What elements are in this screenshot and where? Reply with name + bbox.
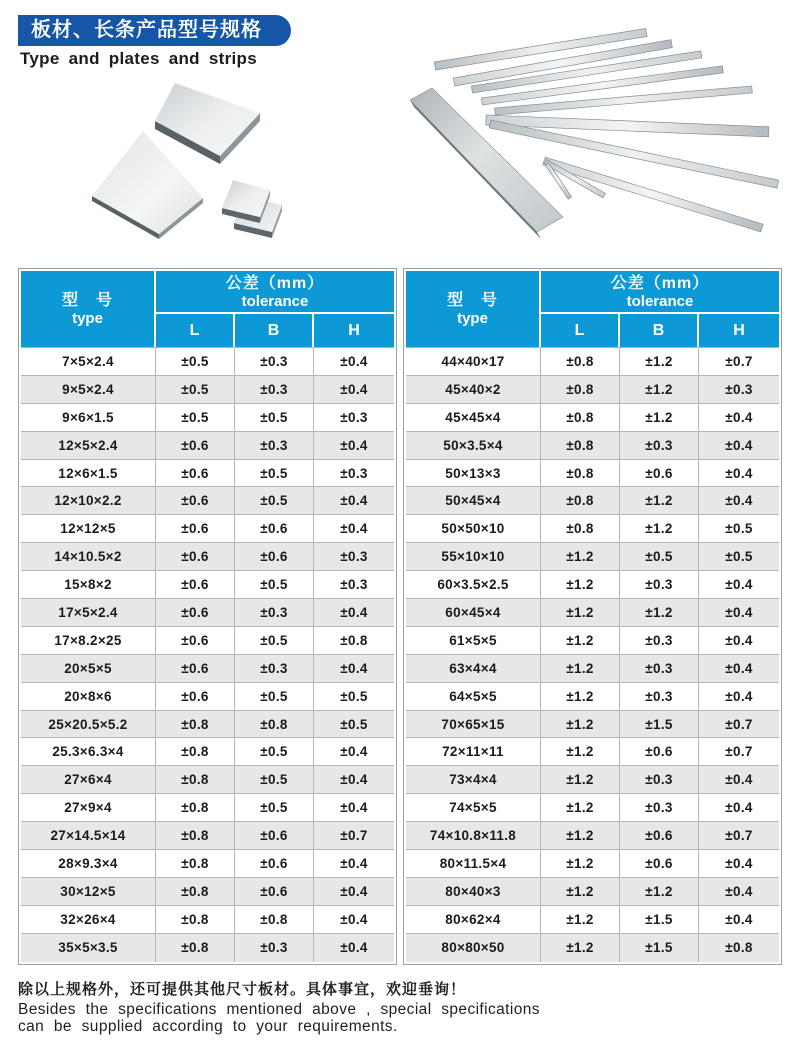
tolerance-cell: ±0.4 (340, 855, 368, 871)
header-tolerance (156, 271, 394, 314)
tolerance-cell: ±0.4 (340, 940, 368, 956)
table-body (406, 347, 779, 962)
tolerance-cell: ±0.8 (235, 711, 314, 738)
tolerance-cell: ±0.7 (725, 353, 753, 369)
table-row (21, 515, 394, 543)
table-row (21, 683, 394, 711)
tolerance-cell: ±1.5 (620, 934, 699, 962)
table-row (21, 599, 394, 627)
tolerance-cell: ±0.4 (340, 744, 368, 760)
tolerance-cell: ±0.3 (235, 432, 314, 459)
tolerance-cell: ±1.5 (620, 711, 699, 738)
tolerance-cell: ±0.5 (235, 460, 314, 487)
table-row (21, 543, 394, 571)
table-row (406, 878, 779, 906)
tolerance-cell: ±1.2 (620, 348, 699, 375)
table-row (21, 348, 394, 376)
type-cell: 80×11.5×4 (406, 850, 541, 877)
header-col-b: B (235, 314, 314, 347)
spec-table-left (18, 268, 397, 965)
table-row (406, 906, 779, 934)
tolerance-cell: ±0.4 (725, 632, 753, 648)
header-type-en: type (72, 310, 103, 327)
tolerance-cell: ±0.4 (340, 604, 368, 620)
tolerance-cell: ±0.3 (620, 766, 699, 793)
tolerance-cell: ±0.4 (725, 465, 753, 481)
tolerance-cell: ±0.8 (541, 460, 620, 487)
table-row (21, 487, 394, 515)
table-row (406, 850, 779, 878)
tolerance-cell: ±1.2 (620, 376, 699, 403)
table-row (406, 738, 779, 766)
tolerance-cell: ±1.2 (541, 711, 620, 738)
tolerance-cell: ±1.5 (620, 906, 699, 933)
page-subtitle: Type and plates and strips (20, 49, 257, 68)
tolerance-cell: ±0.7 (725, 744, 753, 760)
tolerance-cell: ±0.6 (235, 850, 314, 877)
tolerance-cell: ±0.4 (725, 855, 753, 871)
type-cell: 20×5×5 (21, 655, 156, 682)
type-cell: 63×4×4 (406, 655, 541, 682)
type-cell: 64×5×5 (406, 683, 541, 710)
tolerance-cell: ±0.8 (156, 711, 235, 738)
tolerance-cell: ±0.5 (156, 404, 235, 431)
tolerance-cell: ±0.5 (156, 348, 235, 375)
type-cell: 44×40×17 (406, 348, 541, 375)
type-cell: 20×8×6 (21, 683, 156, 710)
header-tolerance-cn: 公差（mm） (225, 274, 325, 292)
tolerance-cell: ±0.6 (156, 599, 235, 626)
tolerance-cell: ±0.6 (156, 543, 235, 570)
type-cell: 25.3×6.3×4 (21, 738, 156, 765)
type-cell: 50×13×3 (406, 460, 541, 487)
tolerance-cell: ±0.8 (235, 906, 314, 933)
header-type-cn: 型 号 (61, 292, 113, 309)
type-cell: 45×40×2 (406, 376, 541, 403)
tolerance-cell: ±0.6 (620, 850, 699, 877)
header-col-h: H (314, 314, 394, 347)
type-cell: 60×45×4 (406, 599, 541, 626)
type-cell: 14×10.5×2 (21, 543, 156, 570)
table-row (406, 766, 779, 794)
tolerance-cell: ±0.3 (235, 599, 314, 626)
type-cell: 12×6×1.5 (21, 460, 156, 487)
tolerance-cell: ±0.5 (725, 549, 753, 565)
tolerance-cell: ±0.3 (340, 549, 368, 565)
spec-table-right (403, 268, 782, 965)
table-row (21, 627, 394, 655)
tolerance-cell: ±0.3 (340, 577, 368, 593)
tolerance-cell: ±1.2 (541, 683, 620, 710)
tolerance-cell: ±0.6 (235, 822, 314, 849)
tolerance-cell: ±0.6 (235, 878, 314, 905)
table-row (21, 460, 394, 488)
tolerance-cell: ±0.7 (340, 828, 368, 844)
tolerance-cell: ±0.6 (156, 432, 235, 459)
tolerance-cell: ±0.8 (541, 432, 620, 459)
tolerance-cell: ±1.2 (541, 934, 620, 962)
tolerance-cell: ±1.2 (620, 404, 699, 431)
type-cell: 45×45×4 (406, 404, 541, 431)
type-cell: 9×5×2.4 (21, 376, 156, 403)
table-body (21, 347, 394, 962)
tolerance-cell: ±0.4 (340, 911, 368, 927)
tolerance-cell: ±1.2 (541, 543, 620, 570)
tolerance-cell: ±1.2 (620, 878, 699, 905)
tolerance-cell: ±0.6 (156, 515, 235, 542)
header-col-l: L (541, 314, 620, 347)
header-col-b: B (620, 314, 699, 347)
type-cell: 80×80×50 (406, 934, 541, 962)
tolerance-cell: ±0.4 (725, 493, 753, 509)
tolerance-cell: ±0.8 (541, 376, 620, 403)
type-cell: 27×9×4 (21, 794, 156, 821)
tolerance-cell: ±0.8 (340, 632, 368, 648)
tolerance-cell: ±0.7 (725, 828, 753, 844)
tolerance-cell: ±0.4 (725, 688, 753, 704)
metal-strips-photo (390, 20, 800, 260)
table-row (406, 711, 779, 739)
tolerance-cell: ±0.8 (156, 878, 235, 905)
table-row (406, 794, 779, 822)
tolerance-cell: ±0.3 (620, 627, 699, 654)
header-col-h: H (699, 314, 779, 347)
tolerance-cell: ±0.8 (156, 794, 235, 821)
tolerance-cell: ±0.5 (235, 404, 314, 431)
tolerance-cell: ±1.2 (541, 794, 620, 821)
tolerance-cell: ±0.4 (340, 883, 368, 899)
type-cell: 15×8×2 (21, 571, 156, 598)
table-row (406, 348, 779, 376)
tolerance-cell: ±0.6 (156, 571, 235, 598)
header-tolerance-en: tolerance (626, 292, 694, 310)
type-cell: 55×10×10 (406, 543, 541, 570)
tolerance-cell: ±1.2 (541, 599, 620, 626)
tolerance-cell: ±1.2 (541, 738, 620, 765)
tolerance-cell: ±0.8 (725, 940, 753, 956)
table-header (406, 271, 779, 347)
tolerance-cell: ±0.6 (620, 460, 699, 487)
type-cell: 7×5×2.4 (21, 348, 156, 375)
table-row (406, 655, 779, 683)
type-cell: 12×12×5 (21, 515, 156, 542)
footer-note (18, 978, 788, 1035)
type-cell: 9×6×1.5 (21, 404, 156, 431)
type-cell: 27×14.5×14 (21, 822, 156, 849)
type-cell: 30×12×5 (21, 878, 156, 905)
table-row (406, 460, 779, 488)
tolerance-cell: ±1.2 (620, 515, 699, 542)
tolerance-cell: ±0.4 (725, 604, 753, 620)
type-cell: 12×5×2.4 (21, 432, 156, 459)
tolerance-cell: ±1.2 (541, 822, 620, 849)
table-row (21, 376, 394, 404)
tolerance-cell: ±0.6 (620, 738, 699, 765)
tolerance-cell: ±1.2 (541, 571, 620, 598)
tolerance-cell: ±0.4 (340, 381, 368, 397)
table-row (406, 627, 779, 655)
tolerance-cell: ±0.4 (340, 437, 368, 453)
tolerance-cell: ±0.5 (340, 688, 368, 704)
tolerance-cell: ±0.3 (235, 655, 314, 682)
tolerance-cell: ±0.6 (235, 543, 314, 570)
table-row (21, 850, 394, 878)
table-row (406, 376, 779, 404)
tolerance-cell: ±0.3 (235, 348, 314, 375)
header-type-cn: 型 号 (446, 292, 498, 309)
type-cell: 74×10.8×11.8 (406, 822, 541, 849)
metal-plates-photo (60, 80, 400, 260)
page-title: 板材、长条产品型号规格 (18, 15, 291, 46)
tolerance-cell: ±0.8 (541, 404, 620, 431)
table-row (406, 571, 779, 599)
type-cell: 80×40×3 (406, 878, 541, 905)
tolerance-cell: ±1.2 (620, 599, 699, 626)
table-row (21, 906, 394, 934)
table-row (21, 655, 394, 683)
table-row (406, 599, 779, 627)
tolerance-cell: ±0.8 (541, 487, 620, 514)
tolerance-cell: ±1.2 (541, 627, 620, 654)
type-cell: 60×3.5×2.5 (406, 571, 541, 598)
tolerance-cell: ±0.4 (340, 800, 368, 816)
footer-line-cn: 除以上规格外，还可提供其他尺寸板材。具体事宜，欢迎垂询！ (18, 981, 467, 998)
tolerance-cell: ±1.2 (541, 850, 620, 877)
type-cell: 74×5×5 (406, 794, 541, 821)
tolerance-cell: ±0.4 (725, 883, 753, 899)
tolerance-cell: ±0.4 (725, 772, 753, 788)
type-cell: 12×10×2.2 (21, 487, 156, 514)
tolerance-cell: ±0.3 (620, 655, 699, 682)
type-cell: 25×20.5×5.2 (21, 711, 156, 738)
table-row (21, 878, 394, 906)
header-type-en: type (457, 310, 488, 327)
table-row (21, 766, 394, 794)
table-row (21, 738, 394, 766)
table-row (406, 487, 779, 515)
tolerance-cell: ±0.8 (156, 738, 235, 765)
footer-line-en2: can be supplied according to your requirements. (18, 1017, 398, 1035)
tolerance-cell: ±1.2 (541, 906, 620, 933)
table-header (21, 271, 394, 347)
tolerance-cell: ±0.5 (340, 716, 368, 732)
type-cell: 61×5×5 (406, 627, 541, 654)
tolerance-cell: ±0.7 (725, 716, 753, 732)
tolerance-cell: ±0.6 (156, 627, 235, 654)
type-cell: 73×4×4 (406, 766, 541, 793)
type-cell: 28×9.3×4 (21, 850, 156, 877)
tolerance-cell: ±0.8 (156, 766, 235, 793)
table-row (21, 404, 394, 432)
tolerance-cell: ±0.4 (725, 577, 753, 593)
type-cell: 35×5×3.5 (21, 934, 156, 962)
tolerance-cell: ±0.5 (235, 766, 314, 793)
header-tolerance-cn: 公差（mm） (610, 274, 710, 292)
tolerance-cell: ±0.4 (725, 437, 753, 453)
header-type (21, 271, 156, 347)
tolerance-cell: ±0.8 (156, 906, 235, 933)
table-row (406, 683, 779, 711)
tolerance-cell: ±0.6 (156, 460, 235, 487)
type-cell: 27×6×4 (21, 766, 156, 793)
tolerance-cell: ±0.3 (340, 465, 368, 481)
table-row (406, 432, 779, 460)
tolerance-cell: ±0.8 (541, 348, 620, 375)
tolerance-cell: ±0.4 (340, 353, 368, 369)
tolerance-cell: ±0.4 (340, 493, 368, 509)
tolerance-cell: ±0.3 (620, 571, 699, 598)
type-cell: 50×45×4 (406, 487, 541, 514)
tolerance-cell: ±0.6 (620, 822, 699, 849)
tolerance-cell: ±0.5 (620, 543, 699, 570)
footer-line-en1: Besides the specifications mentioned above , special specifications (18, 1001, 540, 1018)
tolerance-cell: ±0.3 (340, 409, 368, 425)
tolerance-cell: ±0.6 (156, 487, 235, 514)
tolerance-cell: ±0.5 (235, 738, 314, 765)
table-row (406, 934, 779, 962)
tolerance-cell: ±1.2 (620, 487, 699, 514)
tolerance-cell: ±0.5 (235, 794, 314, 821)
header-tolerance-en: tolerance (241, 292, 309, 310)
table-row (21, 934, 394, 962)
table-row (21, 822, 394, 850)
tolerance-cell: ±0.8 (541, 515, 620, 542)
tolerance-cell: ±0.3 (725, 381, 753, 397)
tolerance-cell: ±0.3 (620, 432, 699, 459)
tolerance-cell: ±0.5 (235, 627, 314, 654)
tolerance-cell: ±0.6 (235, 515, 314, 542)
tolerance-cell: ±0.6 (156, 655, 235, 682)
table-row (21, 794, 394, 822)
tolerance-cell: ±0.4 (340, 521, 368, 537)
type-cell: 50×3.5×4 (406, 432, 541, 459)
table-row (21, 432, 394, 460)
tolerance-cell: ±0.5 (725, 521, 753, 537)
header-col-l: L (156, 314, 235, 347)
tolerance-cell: ±0.4 (340, 772, 368, 788)
type-cell: 80×62×4 (406, 906, 541, 933)
tolerance-cell: ±0.4 (725, 660, 753, 676)
tolerance-cell: ±0.3 (235, 376, 314, 403)
type-cell: 32×26×4 (21, 906, 156, 933)
type-cell: 70×65×15 (406, 711, 541, 738)
tolerance-cell: ±0.8 (156, 822, 235, 849)
table-row (406, 822, 779, 850)
header-type (406, 271, 541, 347)
type-cell: 17×8.2×25 (21, 627, 156, 654)
table-row (21, 711, 394, 739)
tolerance-cell: ±0.4 (725, 800, 753, 816)
table-row (21, 571, 394, 599)
table-row (406, 515, 779, 543)
table-row (406, 543, 779, 571)
tolerance-cell: ±0.8 (156, 850, 235, 877)
tolerance-cell: ±1.2 (541, 766, 620, 793)
tolerance-cell: ±1.2 (541, 878, 620, 905)
tolerance-cell: ±0.3 (620, 794, 699, 821)
tolerance-cell: ±0.5 (235, 683, 314, 710)
type-cell: 17×5×2.4 (21, 599, 156, 626)
type-cell: 72×11×11 (406, 738, 541, 765)
table-row (406, 404, 779, 432)
tolerance-cell: ±0.5 (235, 571, 314, 598)
tolerance-cell: ±0.5 (235, 487, 314, 514)
tolerance-cell: ±1.2 (541, 655, 620, 682)
tolerance-cell: ±0.3 (235, 934, 314, 962)
tolerance-cell: ±0.3 (620, 683, 699, 710)
type-cell: 50×50×10 (406, 515, 541, 542)
tolerance-cell: ±0.8 (156, 934, 235, 962)
tolerance-cell: ±0.5 (156, 376, 235, 403)
tolerance-cell: ±0.4 (340, 660, 368, 676)
tolerance-cell: ±0.4 (725, 409, 753, 425)
tolerance-cell: ±0.6 (156, 683, 235, 710)
tolerance-cell: ±0.4 (725, 911, 753, 927)
header-tolerance (541, 271, 779, 314)
